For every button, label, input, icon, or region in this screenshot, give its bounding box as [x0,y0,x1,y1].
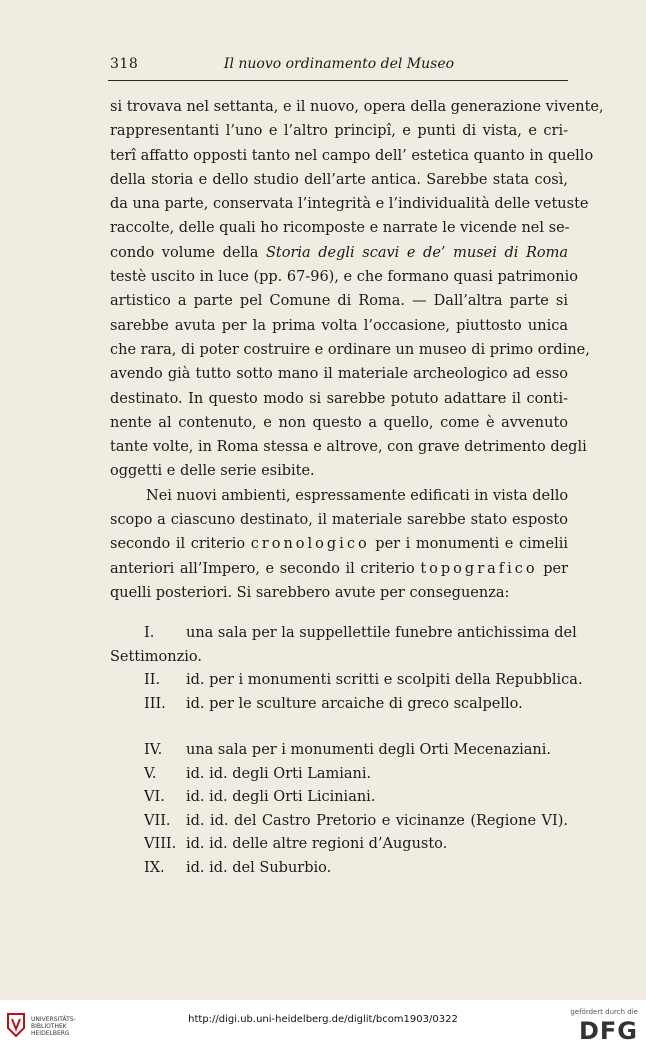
text-line: scopo a ciascuno destinato, il materiale sarebbe stato esposto [110,512,568,529]
funding-note: gefördert durch die [570,1008,638,1016]
text-line: tante volte, in Roma stessa e altrove, con grave detrimento degli [110,439,587,456]
list-item-number: IV. [144,742,163,758]
text-segment: per i monumenti e cimelii [369,536,568,553]
text-line: quelli posteriori. Si sarebbero avute per conseguenza: [110,584,510,601]
room-list-second [110,742,568,884]
text-segment: anteriori all’Impero, e secondo il criterio [110,560,421,577]
library-name-line: UNIVERSITÄTS- [31,1016,76,1023]
list-item-text: id. per le sculture arcaiche di greco scalpello. [186,695,523,712]
room-list-first [110,625,583,719]
list-item-number: II. [144,672,161,689]
list-item-number: I. [144,625,155,641]
list-item [110,672,583,696]
list-item [110,649,568,673]
page-header [110,56,568,78]
list-item-text: una sala per i monumenti degli Orti Mecenaziani. [186,742,551,758]
text-segment: per [537,560,568,577]
list-item-text: id. id. del Suburbio. [186,859,332,876]
list-item-text: una sala per la suppellettile funebre antichissima del [186,625,577,641]
list-item-number: III. [144,695,166,712]
list-item-text: id. id. degli Orti Liciniani. [186,789,376,806]
list-item [110,696,568,720]
text-line: nente al contenuto, e non questo a quello, come è avvenuto [110,414,568,431]
running-title: Il nuovo ordinamento del Museo [223,56,455,72]
list-item-text: id. id. degli Orti Lamiani. [186,765,372,782]
library-name-line: HEIDELBERG [31,1030,70,1037]
text-line: avendo già tutto sotto mano il materiale archeologico ad esso [110,366,568,383]
viewer-footer [0,1000,646,1050]
permalink[interactable]: http://digi.ub.uni-heidelberg.de/diglit/bcom1903/0322 [188,1014,458,1025]
dfg-logo-text: DFG [578,1017,638,1045]
text-line: testè uscito in luce (pp. 67-96), e che formano quasi patrimonio [110,269,578,286]
text-line: che rara, di poter costruire e ordinare un museo di primo ordine, [110,341,590,358]
text-segment: condo volume della [110,244,266,261]
text-segment: secondo il criterio [110,536,251,553]
list-item [110,813,568,837]
list-item-text: id. id. del Castro Pretorio e vicinanze (Regione VI). [186,812,568,829]
text-line: oggetti e delle serie esibite. [110,463,315,480]
page-number: 318 [110,56,139,72]
list-item [110,789,568,813]
list-item [110,766,568,790]
list-item [110,625,577,649]
list-item-text: id. id. delle altre regioni d’Augusto. [186,836,448,853]
text-line: destinato. In questo modo si sarebbe potuto adattare il conti- [110,390,568,407]
text-line [110,241,568,265]
list-item [110,742,568,766]
list-item-text: Settimonzio. [110,648,202,665]
text-line [110,532,568,556]
list-item [110,836,568,860]
list-item-number: V. [144,765,157,782]
funder-logo[interactable] [568,1008,638,1046]
text-line: da una parte, conservata l’integrità e l’individualità delle vetuste [110,196,589,213]
list-item-number: VII. [144,812,171,829]
text-line: artistico a parte pel Comune di Roma. — Dall’altra parte si [110,293,568,310]
list-item-text: id. per i monumenti scritti e scolpiti della Repubblica. [186,672,583,689]
book-title-italic: Storia degli scavi e de’ musei di Roma [265,244,568,261]
list-item-number: VIII. [144,836,177,853]
text-line: Nei nuovi ambienti, espressamente edificati in vista dello [146,487,569,504]
emphasis-spaced: cronologico [250,536,370,553]
text-line [110,557,568,581]
library-name-line: BIBLIOTHEK [31,1023,67,1030]
text-line: della storia e dello studio dell’arte antica. Sarebbe stata così, [110,171,568,188]
list-item-number: VI. [144,789,165,806]
emphasis-spaced: topografico [420,560,538,577]
text-line: raccolte, delle quali ho ricomposte e narrate le vicende nel se- [110,220,570,237]
header-rule [108,80,568,81]
text-line: si trovava nel settanta, e il nuovo, opera della generazione vivente, [110,99,604,115]
main-text [110,95,604,605]
text-line: rappresentanti l’uno e l’altro principî, e punti di vista, e cri- [110,123,568,140]
text-line: terî affatto opposti tanto nel campo dell’ estetica quanto in quello [110,147,594,164]
list-item-number: IX. [144,859,165,876]
text-line: sarebbe avuta per la prima volta l’occasione, piuttosto unica [110,317,568,334]
list-item [110,860,568,884]
